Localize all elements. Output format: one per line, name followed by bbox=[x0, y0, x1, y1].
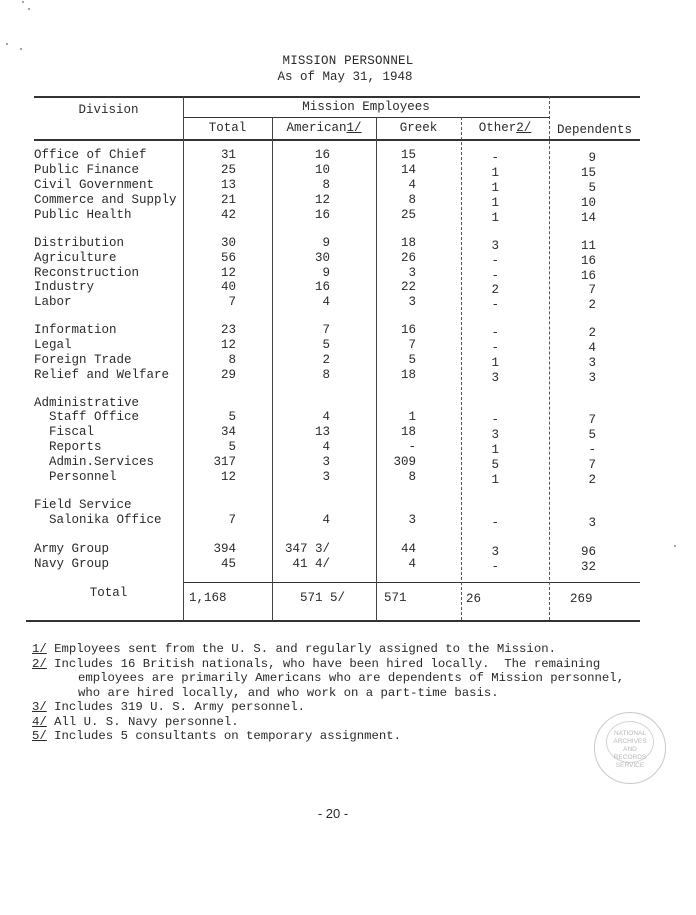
cell-dependents: 9 bbox=[588, 151, 596, 165]
cell-other: 1 bbox=[491, 473, 499, 487]
cell-total: 12 bbox=[220, 470, 236, 484]
stamp-line: NATIONAL bbox=[613, 730, 647, 737]
col-divider-american bbox=[376, 117, 377, 620]
cell-other: 3 bbox=[491, 545, 499, 559]
cell-total: 29 bbox=[220, 368, 236, 382]
paper-speck bbox=[6, 43, 8, 45]
paper-speck bbox=[20, 48, 22, 50]
total-top-rule bbox=[183, 582, 640, 583]
cell-dependents: 14 bbox=[580, 211, 596, 225]
header-mission-employees: Mission Employees bbox=[302, 100, 430, 114]
cell-greek: 14 bbox=[400, 163, 416, 177]
header-dependents: Dependents bbox=[556, 123, 632, 137]
footnote-line bbox=[32, 715, 612, 730]
cell-greek: 5 bbox=[408, 353, 416, 367]
cell-other: 1 bbox=[491, 443, 499, 457]
cell-dependents: 2 bbox=[588, 473, 596, 487]
footnote-line bbox=[32, 671, 625, 686]
header-other-label: Other bbox=[478, 121, 517, 135]
cell-american: 10 bbox=[314, 163, 330, 177]
row-division-label: Public Finance bbox=[34, 163, 140, 177]
footnote-text: who are hired locally, and who work on a part-time basis. bbox=[78, 685, 499, 700]
cell-dependents: 15 bbox=[580, 166, 596, 180]
page-number: - 20 - bbox=[317, 806, 349, 821]
cell-american: 347 3/ bbox=[284, 542, 330, 556]
cell-total: 5 bbox=[228, 440, 236, 454]
cell-total: 7 bbox=[228, 513, 236, 527]
cell-american: 9 bbox=[322, 266, 330, 280]
cell-greek: 22 bbox=[400, 280, 416, 294]
cell-dependents: - bbox=[588, 443, 596, 457]
cell-total: 5 bbox=[228, 410, 236, 424]
cell-american: 16 bbox=[314, 148, 330, 162]
paper-speck bbox=[22, 1, 24, 3]
cell-total: 21 bbox=[220, 193, 236, 207]
cell-dependents: 11 bbox=[580, 239, 596, 253]
cell-total: 34 bbox=[220, 425, 236, 439]
footnote-mark: 3/ bbox=[32, 700, 47, 714]
row-division-label: Commerce and Supply bbox=[34, 193, 177, 207]
cell-greek: 3 bbox=[408, 513, 416, 527]
row-division-label: Administrative bbox=[34, 396, 140, 410]
cell-american: 4 bbox=[322, 410, 330, 424]
cell-total: 25 bbox=[220, 163, 236, 177]
row-division-label: Fiscal bbox=[34, 425, 95, 439]
cell-other: - bbox=[491, 298, 499, 312]
footnote-line bbox=[32, 729, 612, 744]
cell-total: 30 bbox=[220, 236, 236, 250]
header-greek: Greek bbox=[399, 121, 438, 135]
cell-american: 13 bbox=[314, 425, 330, 439]
cell-total: 317 bbox=[213, 455, 236, 469]
row-division-label: Agriculture bbox=[34, 251, 117, 265]
cell-other: - bbox=[491, 516, 499, 530]
cell-greek: 4 bbox=[408, 557, 416, 571]
cell-other: 3 bbox=[491, 239, 499, 253]
cell-total: 394 bbox=[213, 542, 236, 556]
row-division-label: Foreign Trade bbox=[34, 353, 132, 367]
footnote-ref-2: 2/ bbox=[516, 121, 532, 135]
row-division-label: Salonika Office bbox=[34, 513, 162, 527]
footnote-mark: 2/ bbox=[32, 656, 47, 671]
cell-american: 8 bbox=[322, 178, 330, 192]
footnote-text: All U. S. Navy personnel. bbox=[54, 714, 239, 729]
cell-other: 1 bbox=[491, 196, 499, 210]
cell-american: 4 bbox=[322, 513, 330, 527]
row-division-label: Personnel bbox=[34, 470, 117, 484]
cell-other: 3 bbox=[491, 371, 499, 385]
document-subtitle: As of May 31, 1948 bbox=[277, 70, 413, 84]
archive-stamp bbox=[594, 712, 666, 784]
footnote-text: employees are primarily Americans who are dependents of Mission personnel, bbox=[78, 671, 625, 685]
cell-other: 5 bbox=[491, 458, 499, 472]
stamp-line: RECORDS bbox=[613, 754, 647, 761]
total-row-label: Total bbox=[89, 586, 128, 600]
cell-greek: 18 bbox=[400, 236, 416, 250]
cell-greek: 16 bbox=[400, 323, 416, 337]
cell-dependents: 4 bbox=[588, 341, 596, 355]
cell-greek: 18 bbox=[400, 425, 416, 439]
cell-greek: 26 bbox=[400, 251, 416, 265]
document-title: MISSION PERSONNEL bbox=[282, 54, 414, 68]
footnote-line bbox=[32, 686, 612, 701]
cell-american: 12 bbox=[314, 193, 330, 207]
cell-greek: 15 bbox=[400, 148, 416, 162]
cell-other: 2 bbox=[491, 283, 499, 297]
cell-american: 16 bbox=[314, 280, 330, 294]
cell-total: 42 bbox=[220, 208, 236, 222]
cell-american: 4 bbox=[322, 440, 330, 454]
cell-dependents: 3 bbox=[588, 516, 596, 530]
cell-american: 8 bbox=[322, 368, 330, 382]
cell-american: 3 bbox=[322, 455, 330, 469]
cell-greek: 7 bbox=[408, 338, 416, 352]
stamp-line: ARCHIVES AND bbox=[613, 738, 647, 753]
cell-greek: 309 bbox=[393, 455, 416, 469]
row-division-label: Army Group bbox=[34, 542, 110, 556]
footnote-text: Includes 16 British nationals, who have been hired locally. The remaining bbox=[54, 656, 601, 671]
row-division-label: Labor bbox=[34, 295, 72, 309]
footnote-mark: 1/ bbox=[32, 642, 47, 656]
row-division-label: Office of Chief bbox=[34, 148, 147, 162]
cell-greek: - bbox=[408, 440, 416, 454]
footnote-text: Employees sent from the U. S. and regularly assigned to the Mission. bbox=[54, 642, 556, 656]
total-row-dependents: 269 bbox=[570, 592, 593, 606]
row-division-label: Industry bbox=[34, 280, 95, 294]
cell-total: 8 bbox=[228, 353, 236, 367]
header-division: Division bbox=[78, 103, 139, 117]
cell-dependents: 16 bbox=[580, 269, 596, 283]
row-division-label: Navy Group bbox=[34, 557, 110, 571]
cell-greek: 8 bbox=[408, 193, 416, 207]
header-total: Total bbox=[208, 121, 247, 135]
cell-dependents: 5 bbox=[588, 428, 596, 442]
cell-greek: 18 bbox=[400, 368, 416, 382]
cell-dependents: 7 bbox=[588, 458, 596, 472]
row-division-label: Distribution bbox=[34, 236, 125, 250]
cell-greek: 8 bbox=[408, 470, 416, 484]
row-division-label: Field Service bbox=[34, 498, 132, 512]
cell-dependents: 7 bbox=[588, 283, 596, 297]
cell-total: 13 bbox=[220, 178, 236, 192]
cell-dependents: 3 bbox=[588, 356, 596, 370]
footnote-line bbox=[32, 657, 612, 672]
cell-american: 3 bbox=[322, 470, 330, 484]
cell-american: 5 bbox=[322, 338, 330, 352]
paper-speck bbox=[674, 545, 676, 547]
row-division-label: Legal bbox=[34, 338, 72, 352]
row-division-label: Admin.Services bbox=[34, 455, 155, 469]
cell-other: 3 bbox=[491, 428, 499, 442]
cell-other: - bbox=[491, 413, 499, 427]
cell-total: 23 bbox=[220, 323, 236, 337]
footnote-line bbox=[32, 642, 612, 657]
cell-greek: 3 bbox=[408, 266, 416, 280]
cell-other: 1 bbox=[491, 356, 499, 370]
header-other bbox=[461, 121, 549, 135]
cell-american: 30 bbox=[314, 251, 330, 265]
footnote-mark: 5/ bbox=[32, 729, 47, 743]
cell-total: 7 bbox=[228, 295, 236, 309]
row-division-label: Reports bbox=[34, 440, 102, 454]
cell-total: 45 bbox=[220, 557, 236, 571]
cell-other: - bbox=[491, 326, 499, 340]
cell-dependents: 3 bbox=[588, 371, 596, 385]
cell-dependents: 32 bbox=[580, 560, 596, 574]
archive-stamp-inner bbox=[606, 721, 654, 769]
cell-american: 9 bbox=[322, 236, 330, 250]
cell-greek: 44 bbox=[400, 542, 416, 556]
cell-other: - bbox=[491, 151, 499, 165]
cell-american: 2 bbox=[322, 353, 330, 367]
cell-other: 1 bbox=[491, 166, 499, 180]
col-divider-division bbox=[183, 96, 184, 620]
row-division-label: Civil Government bbox=[34, 178, 155, 192]
total-row-greek: 571 bbox=[384, 591, 407, 605]
cell-dependents: 96 bbox=[580, 545, 596, 559]
cell-greek: 1 bbox=[408, 410, 416, 424]
cell-other: - bbox=[491, 254, 499, 268]
footnote-mark: 4/ bbox=[32, 714, 47, 729]
col-divider-greek bbox=[461, 117, 463, 620]
cell-total: 56 bbox=[220, 251, 236, 265]
group-header-rule bbox=[183, 117, 549, 118]
footnote-ref-1: 1/ bbox=[346, 121, 362, 135]
footnote-line bbox=[32, 700, 612, 715]
cell-american: 41 4/ bbox=[292, 557, 330, 571]
total-row-total: 1,168 bbox=[189, 591, 227, 605]
row-division-label: Information bbox=[34, 323, 117, 337]
cell-total: 12 bbox=[220, 266, 236, 280]
cell-dependents: 10 bbox=[580, 196, 596, 210]
cell-dependents: 5 bbox=[588, 181, 596, 195]
cell-total: 31 bbox=[220, 148, 236, 162]
total-row-other: 26 bbox=[466, 592, 482, 606]
cell-dependents: 2 bbox=[588, 298, 596, 312]
row-division-label: Relief and Welfare bbox=[34, 368, 170, 382]
row-division-label: Public Health bbox=[34, 208, 132, 222]
cell-american: 7 bbox=[322, 323, 330, 337]
stamp-line: SERVICE bbox=[615, 762, 645, 769]
row-division-label: Staff Office bbox=[34, 410, 140, 424]
header-american-label: American bbox=[286, 121, 347, 135]
table-bottom-rule bbox=[26, 620, 640, 622]
cell-dependents: 7 bbox=[588, 413, 596, 427]
cell-greek: 3 bbox=[408, 295, 416, 309]
cell-greek: 25 bbox=[400, 208, 416, 222]
col-divider-total bbox=[272, 117, 273, 620]
cell-other: - bbox=[491, 269, 499, 283]
cell-other: - bbox=[491, 560, 499, 574]
cell-other: - bbox=[491, 341, 499, 355]
total-row-american: 571 5/ bbox=[300, 591, 346, 605]
cell-greek: 4 bbox=[408, 178, 416, 192]
footnotes bbox=[32, 642, 625, 744]
paper-speck bbox=[28, 8, 30, 10]
header-american bbox=[272, 121, 376, 135]
cell-american: 4 bbox=[322, 295, 330, 309]
cell-other: 1 bbox=[491, 181, 499, 195]
cell-dependents: 16 bbox=[580, 254, 596, 268]
cell-dependents: 2 bbox=[588, 326, 596, 340]
cell-american: 16 bbox=[314, 208, 330, 222]
cell-other: 1 bbox=[491, 211, 499, 225]
cell-total: 40 bbox=[220, 280, 236, 294]
cell-total: 12 bbox=[220, 338, 236, 352]
row-division-label: Reconstruction bbox=[34, 266, 140, 280]
footnote-text: Includes 5 consultants on temporary assignment. bbox=[54, 729, 401, 743]
footnote-text: Includes 319 U. S. Army personnel. bbox=[54, 700, 306, 714]
col-divider-other bbox=[549, 96, 551, 620]
